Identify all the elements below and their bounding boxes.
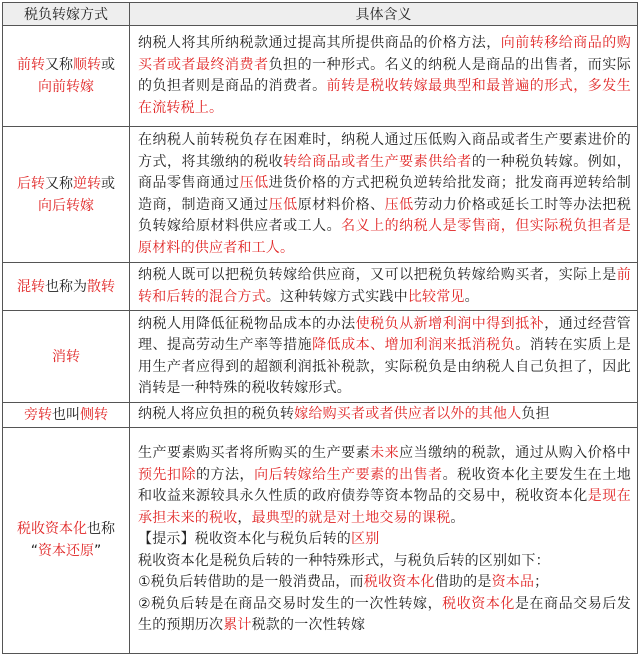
highlighted-text: 压低 [268, 196, 298, 213]
text-run: ； [534, 574, 549, 591]
text-run: 税收资本化是税负后转的一种特殊形式，与税负后转的区别如下： [138, 552, 550, 569]
highlighted-text: 资本品 [491, 574, 535, 591]
table-row [3, 127, 638, 263]
table-row [3, 263, 638, 311]
highlighted-text: 前转 [17, 57, 45, 73]
text-run: 或 [101, 175, 115, 192]
highlighted-text: 税收资本化 [17, 521, 87, 537]
text-run: 。消转在实质上是用生产者应得到的超额利润抵补税款，实际税负是由纳税人自己负担了，因此消转是一种特殊的税收转嫁形式。 [138, 337, 631, 396]
highlighted-text: 前转是税收转嫁最典型和最普遍的形式，多发生在流转税上。 [138, 78, 631, 116]
highlighted-text: 前转和后转的混合方式 [138, 267, 631, 305]
text-run: 原材料价格、 [297, 196, 385, 213]
highlighted-text: 比较常见 [407, 288, 465, 305]
header-meaning: 具体含义 [130, 3, 638, 26]
method-cell [3, 263, 130, 311]
table-row [3, 26, 638, 127]
highlighted-text: 旁转 [24, 406, 52, 423]
highlighted-text: 转给商品或者生产要素供给者 [283, 153, 472, 170]
method-cell [3, 427, 130, 653]
highlighted-text: 向后转嫁 [38, 197, 94, 214]
highlighted-text: 降低成本、增加利润来抵消税负 [312, 337, 516, 353]
meaning-cell [130, 427, 638, 653]
highlighted-text: 累计 [223, 617, 252, 634]
table-row [3, 427, 638, 653]
text-run: 也称 [87, 521, 115, 537]
highlighted-text: 预先扣除 [138, 466, 197, 483]
meaning-cell [130, 403, 638, 428]
text-run: 。 [450, 509, 465, 526]
text-run: 又称 [45, 175, 73, 192]
highlighted-text: 税收资本化 [363, 574, 435, 591]
method-cell [3, 127, 130, 263]
text-run: 又称 [45, 57, 73, 73]
paragraph [138, 443, 631, 529]
highlighted-text: 逆转 [73, 175, 101, 192]
highlighted-text: 未来 [370, 445, 400, 462]
highlighted-text: 向后转嫁给生产要素的出售者 [254, 466, 443, 483]
highlighted-text: 使税负从新增利润中得到抵补 [355, 315, 545, 332]
highlighted-text: 压低 [384, 196, 414, 213]
text-run: 或 [101, 57, 115, 73]
table-row [3, 403, 638, 428]
paragraph [138, 572, 631, 594]
highlighted-text: 向前转嫁 [38, 79, 94, 95]
text-run: 在纳税人前转税负存在困难时，纳税人通过压低购入商品或者生产要素进价的方式，将其缴纳的税收 [138, 132, 631, 170]
text-run: 负担的一种形式。名义的纳税人是商品的出售者，而实际的负担者则是商品的消费者。 [138, 56, 631, 94]
highlighted-text: 压低 [239, 175, 269, 191]
highlighted-text: 侧转 [80, 406, 108, 423]
text-run: ， [237, 509, 252, 526]
text-run: 纳税人既可以把税负转嫁给供应商，又可以把税负转嫁给购买者，实际上是 [138, 267, 617, 283]
text-run: 【提示】税收资本化与税负后转的 [138, 531, 351, 548]
text-run: 纳税人用降低征税物品成本的办法 [138, 315, 356, 332]
method-cell [3, 403, 130, 428]
meaning-cell [130, 26, 638, 127]
paragraph [138, 551, 631, 573]
text-run: 是在商品交易后发生的预期历次 [138, 595, 632, 634]
text-run: 也称为 [45, 278, 87, 295]
text-run: 纳税人将应负担的税负转 [138, 406, 295, 422]
text-run: “ [30, 543, 38, 559]
text-run: 生产要素购买者将所购买的生产要素 [138, 445, 371, 462]
highlighted-text: 向前转移给商品的购买者或者最终消费者 [138, 35, 631, 73]
highlighted-text: 消转 [52, 348, 80, 365]
highlighted-text: 后转 [17, 175, 45, 192]
text-run: ②税负后转是在商品交易时发生的一次性转嫁， [138, 595, 443, 612]
text-run: 的方法， [196, 466, 255, 483]
text-run: ” [94, 543, 102, 559]
table-header-row [3, 3, 638, 26]
highlighted-text: 区别 [351, 531, 380, 548]
meaning-cell [130, 263, 638, 311]
method-cell [3, 311, 130, 403]
highlighted-text: 混转 [17, 278, 45, 295]
text-run: ，通过经营管理、提高劳动生产率等措施 [138, 315, 632, 353]
text-run: 。税收资本化主要发生在土地和收益来源较具永久性质的政府债券等资本物品的交易中，税收资本化 [138, 466, 631, 505]
text-run: 的一种税负转嫁。例如，商品零售商通过 [138, 153, 632, 191]
text-run: 也叫 [52, 406, 80, 423]
text-run: 进货价格的方式把税负逆转给批发商；批发商再逆转给制造商，制造商又通过 [138, 175, 632, 213]
text-run: 劳动力价格或延长工时等办法把税负转嫁给原材料供应者或工人。 [138, 196, 632, 234]
text-run: 。这种转嫁方式实践中 [265, 288, 408, 305]
paragraph [138, 594, 631, 637]
text-run: 借助的是 [434, 574, 492, 591]
text-run: 负担 [521, 406, 550, 422]
paragraph [138, 529, 631, 551]
tax-shifting-table [2, 2, 638, 654]
highlighted-text: 最典型的就是对土地交易的课税 [251, 509, 451, 526]
text-run: 纳税人将其所纳税款通过提高其所提供商品的价格方法， [138, 35, 501, 51]
table-row [3, 311, 638, 403]
meaning-cell [130, 127, 638, 263]
text-run: 。 [464, 288, 479, 305]
method-cell [3, 26, 130, 127]
highlighted-text: 顺转 [73, 57, 101, 73]
highlighted-text: 散转 [87, 278, 115, 295]
highlighted-text: 资本还原 [38, 543, 94, 559]
text-run: ①税负后转借助的是一般消费品，而 [138, 574, 364, 591]
highlighted-text: 税收资本化 [442, 595, 515, 612]
text-run: 税款的一次性转嫁 [251, 617, 366, 634]
highlighted-text: 是现在承担未来的税收 [138, 488, 631, 526]
text-run: 应当缴纳的税款，通过从购入价格中 [399, 445, 632, 462]
header-method: 税负转嫁方式 [3, 3, 130, 26]
meaning-cell [130, 311, 638, 403]
highlighted-text: 嫁给购买者或者供应者以外的其他人 [294, 406, 522, 422]
highlighted-text: 名义上的纳税人是零售商，但实际税负担者是原材料的供应者和工人。 [138, 218, 631, 256]
